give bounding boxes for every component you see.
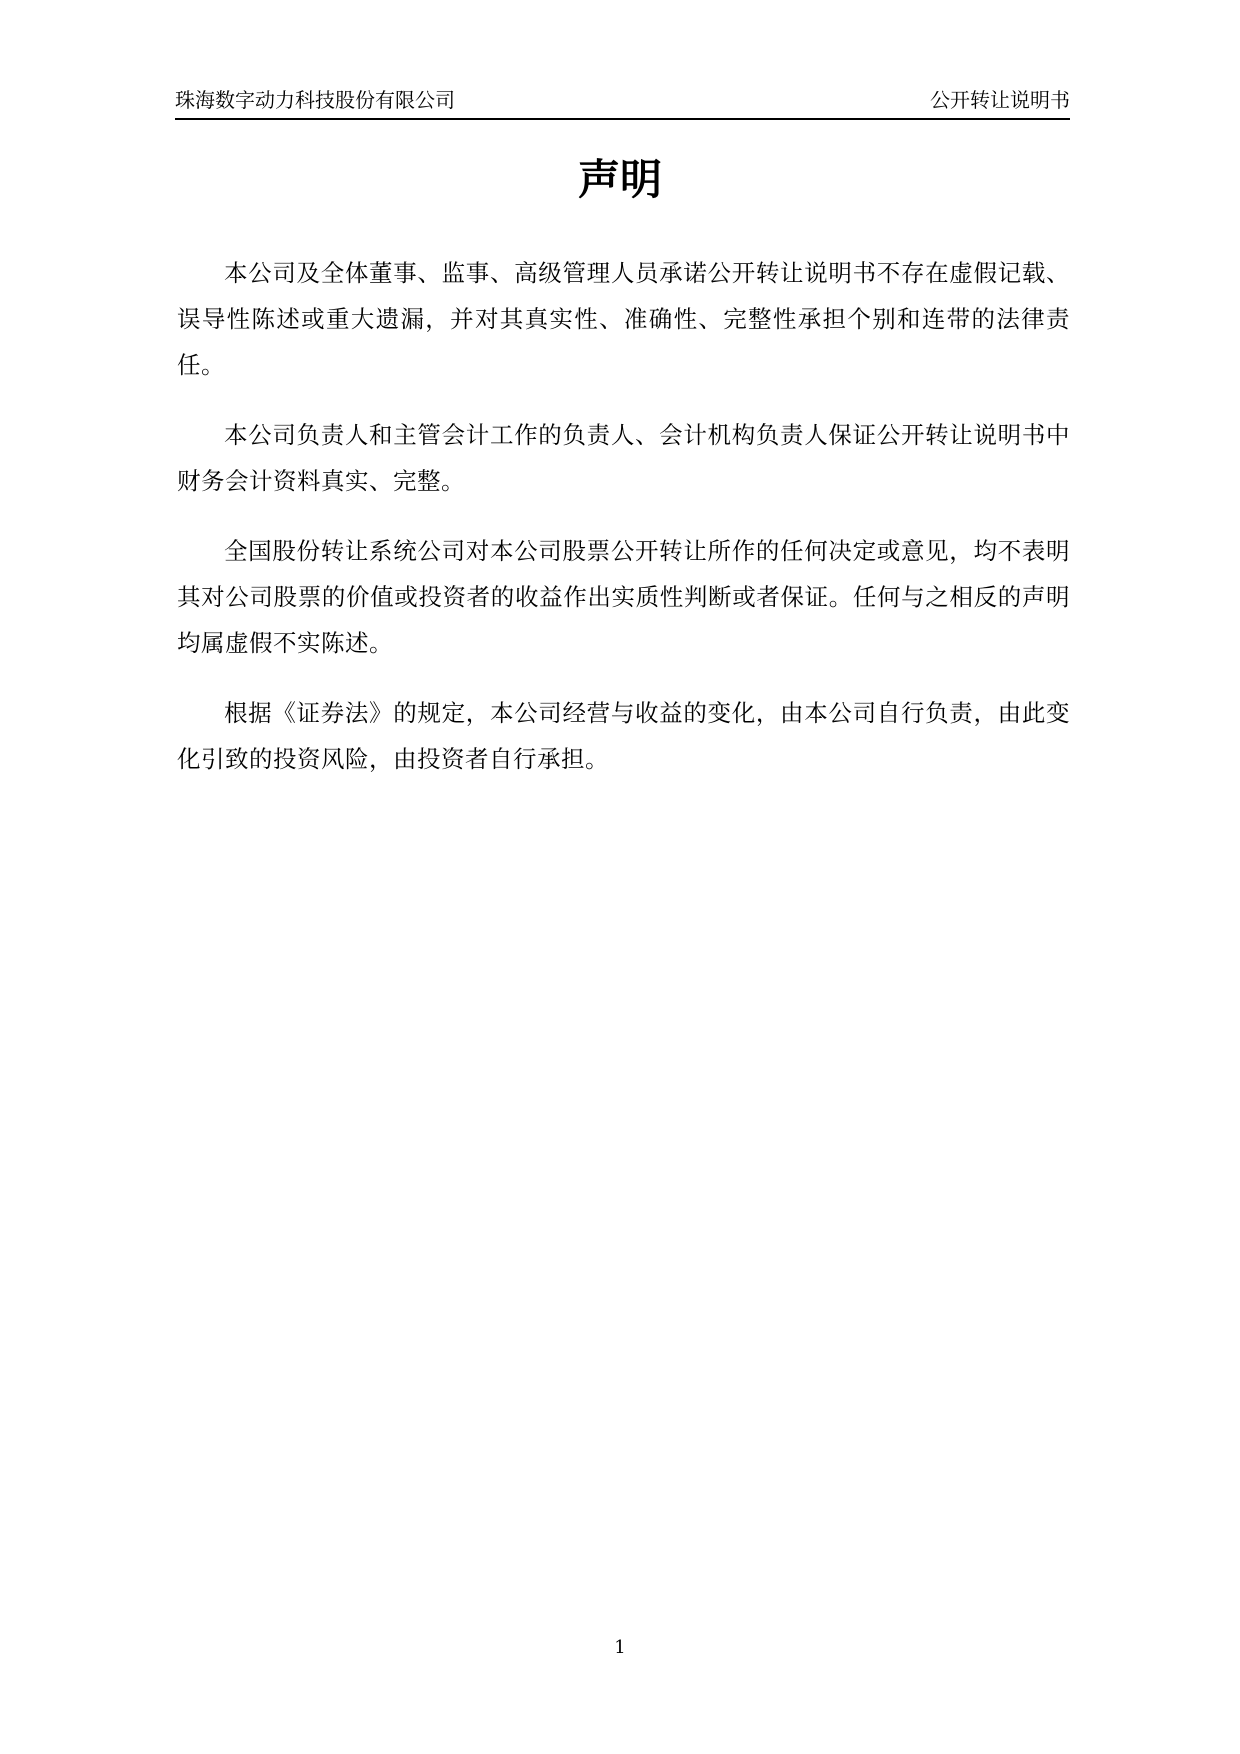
declaration-paragraph: 本公司负责人和主管会计工作的负责人、会计机构负责人保证公开转让说明书中财务会计资料真实、完整。 — [177, 421, 1070, 495]
declaration-paragraph: 根据《证券法》的规定，本公司经营与收益的变化，由本公司自行负责，由此变化引致的投资风险，由投资者自行承担。 — [177, 699, 1070, 773]
page-number: 1 — [614, 1637, 626, 1658]
declaration-paragraph: 本公司及全体董事、监事、高级管理人员承诺公开转让说明书不存在虚假记载、误导性陈述或重大遗漏，并对其真实性、准确性、完整性承担个别和连带的法律责任。 — [177, 259, 1070, 379]
declaration-body — [177, 250, 1070, 806]
declaration-paragraph: 全国股份转让系统公司对本公司股票公开转让所作的任何决定或意见，均不表明其对公司股票的价值或投资者的收益作出实质性判断或者保证。任何与之相反的声明均属虚假不实陈述。 — [177, 537, 1070, 657]
page-title: 声明 — [577, 155, 662, 204]
header-document-title: 公开转让说明书 — [930, 88, 1070, 112]
header-company-name: 珠海数字动力科技股份有限公司 — [175, 88, 455, 112]
page-header — [175, 86, 1070, 120]
